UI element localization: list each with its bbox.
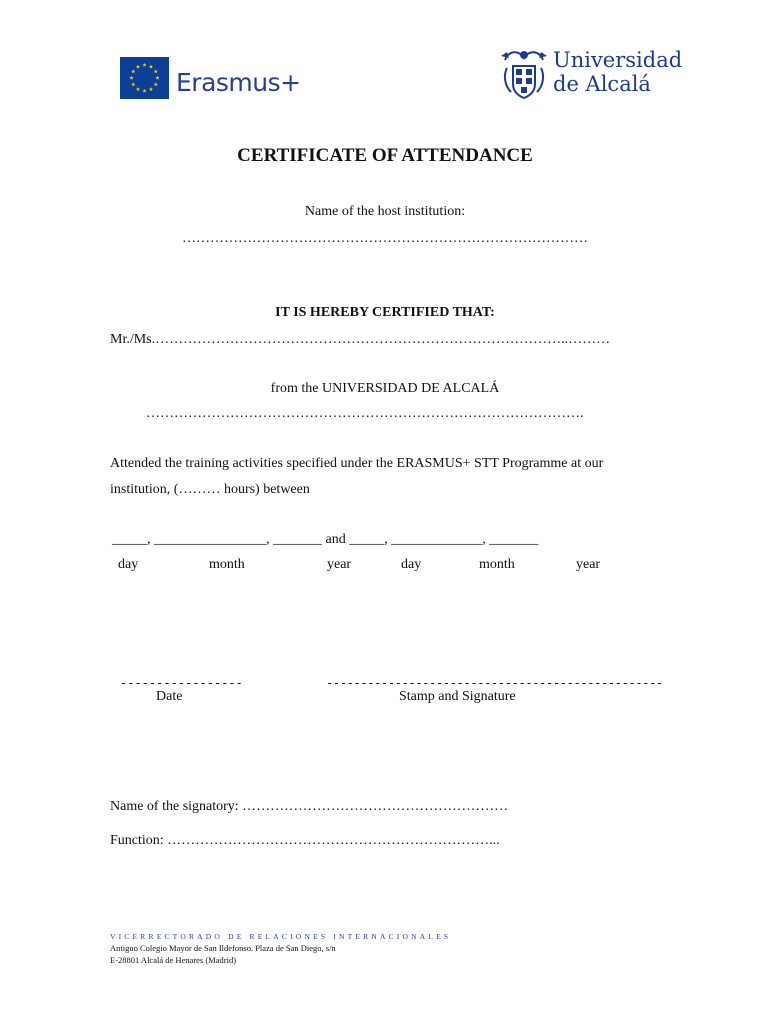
day-label-2: day xyxy=(401,557,422,572)
date-label: Date xyxy=(156,689,183,704)
footer-office-name: VICERRECTORADO DE RELACIONES INTERNACIONALES xyxy=(110,932,452,941)
from-university-line: from the UNIVERSIDAD DE ALCALÁ xyxy=(270,381,500,396)
footer-address-line-2: E-28801 Alcalá de Henares (Madrid) xyxy=(110,955,237,965)
function-field[interactable]: Function: ……………………………………………………………... xyxy=(110,833,500,848)
date-signature-line[interactable]: ----------------- xyxy=(120,676,243,690)
footer-address-line-1: Antiguo Colegio Mayor de San Ildefonso. Plaza de San Diego, s/n xyxy=(110,943,336,953)
attended-line-2: institution, (……… hours) between xyxy=(110,482,310,497)
year-label-2: year xyxy=(576,557,601,572)
university-name-line2: de Alcalá xyxy=(553,72,651,96)
stamp-signature-line[interactable]: ------------------------------------------------- xyxy=(326,676,663,690)
participant-name-field[interactable]: Mr./Ms.……………………………………………………………………………..……… xyxy=(110,332,611,347)
month-label-2: month xyxy=(479,557,515,572)
university-name-line1: Universidad xyxy=(553,48,683,72)
month-label-1: month xyxy=(209,557,245,572)
dates-field[interactable]: _____, ________________, _______ and _____, _____________, _______ xyxy=(112,532,539,547)
university-crest-icon xyxy=(499,46,549,102)
attended-line-1: Attended the training activities specified under the ERASMUS+ STT Programme at our xyxy=(110,456,604,471)
certificate-title: CERTIFICATE OF ATTENDANCE xyxy=(237,145,533,166)
university-name xyxy=(553,48,682,96)
stamp-signature-label: Stamp and Signature xyxy=(399,689,516,704)
year-label-1: year xyxy=(327,557,352,572)
from-dots-field[interactable]: …………………………………………………………………………………. xyxy=(146,406,584,421)
day-label-1: day xyxy=(118,557,139,572)
signatory-name-field[interactable]: Name of the signatory: ………………………………………………… xyxy=(110,799,509,814)
eu-flag-logo xyxy=(120,57,169,99)
host-institution-field[interactable]: …………………………………………………………………………… xyxy=(182,231,588,246)
host-institution-label: Name of the host institution: xyxy=(304,204,466,219)
erasmus-logo-text: Erasmus+ xyxy=(176,68,301,97)
certified-heading: IT IS HEREBY CERTIFIED THAT: xyxy=(275,305,495,320)
